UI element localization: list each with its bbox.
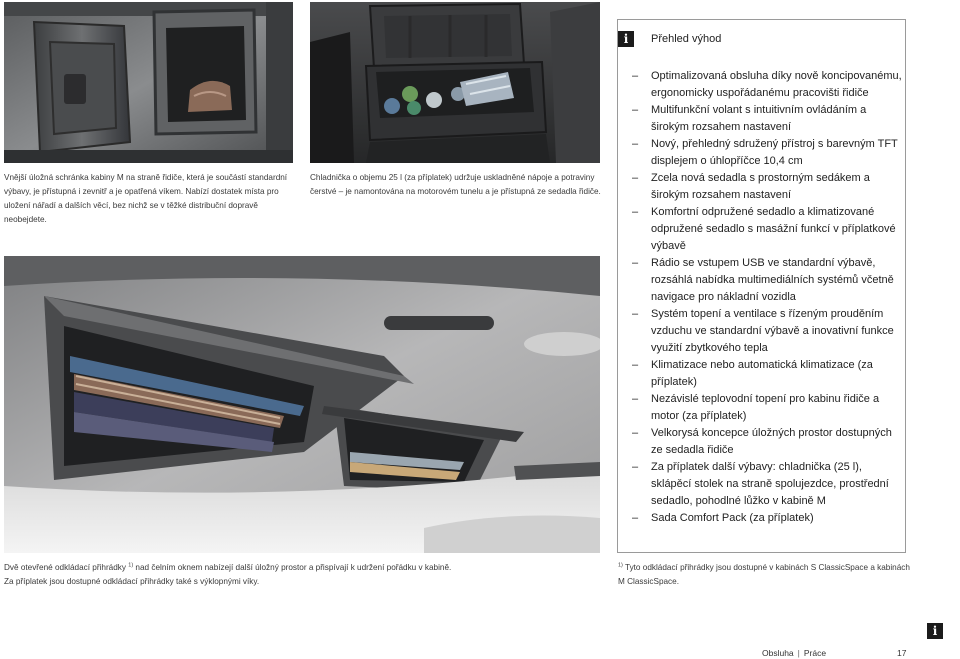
info-icon: i <box>927 623 943 639</box>
overhead-storage-photo <box>4 256 600 553</box>
benefit-text: Systém topení a ventilace s řízeným prouděním vzduchu ve standardní výbavě a inovativní funkce využití zbytkového tepla <box>651 308 894 354</box>
page-footer <box>762 648 826 658</box>
benefit-item <box>632 510 902 527</box>
benefit-dash: – <box>632 104 639 116</box>
benefit-dash: – <box>632 359 639 371</box>
benefit-dash: – <box>632 393 639 405</box>
exterior-storage-caption: Vnější úložná schránka kabiny M na straně řidiče, která je součástí standardní výbavy, je přístupná i zevnitř a je opatřená víkem. Nabízí dostatek místa pro uložení nářadí a dalších věcí, bez nichž se v těžké distribuční dopravě neobejdete. <box>4 173 288 224</box>
benefit-text: Zcela nová sedadla s prostorným sedákem a širokým rozsahem nastavení <box>651 172 870 201</box>
overhead-caption-line2: Za příplatek jsou dostupné odkládací přihrádky také s výklopnými víky. <box>4 577 260 586</box>
overhead-caption-text: Dvě otevřené odkládací přihrádky <box>4 563 126 572</box>
benefit-item <box>632 170 902 204</box>
benefit-text: Velkorysá koncepce úložných prostor dostupných ze sedadla řidiče <box>651 427 892 456</box>
benefit-dash: – <box>632 512 639 524</box>
benefit-text: Klimatizace nebo automatická klimatizace (za příplatek) <box>651 359 873 388</box>
cooler-photo <box>310 2 600 163</box>
benefits-overview-box <box>617 19 906 553</box>
benefit-text: Za příplatek další výbavy: chladnička (25 l), sklápěcí stolek na straně spolujezdce, prostřední sedadlo, pohodlné lůžko v kabině M <box>651 461 889 507</box>
benefit-dash: – <box>632 206 639 218</box>
benefit-item <box>632 391 902 425</box>
benefit-item <box>632 306 902 357</box>
footnote <box>618 561 918 589</box>
benefit-item <box>632 136 902 170</box>
overhead-storage-caption <box>4 561 604 589</box>
exterior-storage-photo <box>4 2 293 163</box>
benefits-list <box>632 68 902 527</box>
benefit-dash: – <box>632 70 639 82</box>
benefit-dash: – <box>632 138 639 150</box>
benefit-text: Rádio se vstupem USB ve standardní výbavě, rozsáhlá nabídka multimediálních systémů včetně navigace pro nákladní vozidla <box>651 257 894 303</box>
benefit-item <box>632 357 902 391</box>
benefit-item <box>632 68 902 102</box>
benefit-text: Nezávislé teplovodní topení pro kabinu řidiče a motor (za příplatek) <box>651 393 880 422</box>
benefit-item <box>632 425 902 459</box>
footer-separator: | <box>797 648 800 658</box>
benefit-text: Sada Comfort Pack (za příplatek) <box>651 512 814 524</box>
benefit-item <box>632 204 902 255</box>
benefit-dash: – <box>632 427 639 439</box>
footnote-reference: 1) <box>128 562 134 569</box>
benefit-item <box>632 255 902 306</box>
benefit-text: Nový, přehledný sdružený přístroj s barevným TFT displejem o úhlopříčce 10,4 cm <box>651 138 898 167</box>
benefit-text: Multifunkční volant s intuitivním ovládáním a širokým rozsahem nastavení <box>651 104 867 133</box>
footer-subsection: Práce <box>803 648 827 658</box>
benefits-title: Přehled výhod <box>651 33 722 45</box>
benefit-text: Optimalizovaná obsluha díky nově koncipovanému, ergonomicky uspořádanému pracovišti řidiče <box>651 70 902 99</box>
footer-section: Obsluha <box>762 648 794 658</box>
benefit-dash: – <box>632 308 639 320</box>
footnote-marker: 1) <box>618 562 623 569</box>
cooler-caption: Chladnička o objemu 25 l (za příplatek) udržuje uskladněné nápoje a potraviny čerstvé – je namontována na motorovém tunelu a je přístupná ze sedadla řidiče. <box>310 173 601 196</box>
benefit-text: Komfortní odpružené sedadlo a klimatizované odpružené sedadlo s masážní funkcí v příplatkové výbavě <box>651 206 896 252</box>
benefit-dash: – <box>632 461 639 473</box>
benefit-dash: – <box>632 257 639 269</box>
overhead-caption-text-cont: nad čelním oknem nabízejí další úložný prostor a přispívají k udržení pořádku v kabině. <box>133 563 452 572</box>
benefit-dash: – <box>632 172 639 184</box>
page-number: 17 <box>897 648 907 658</box>
benefit-item <box>632 102 902 136</box>
info-icon: i <box>618 31 634 47</box>
footnote-text: Tyto odkládací přihrádky jsou dostupné v kabinách S ClassicSpace a kabinách M ClassicSpace. <box>618 563 910 586</box>
benefit-item <box>632 459 902 510</box>
